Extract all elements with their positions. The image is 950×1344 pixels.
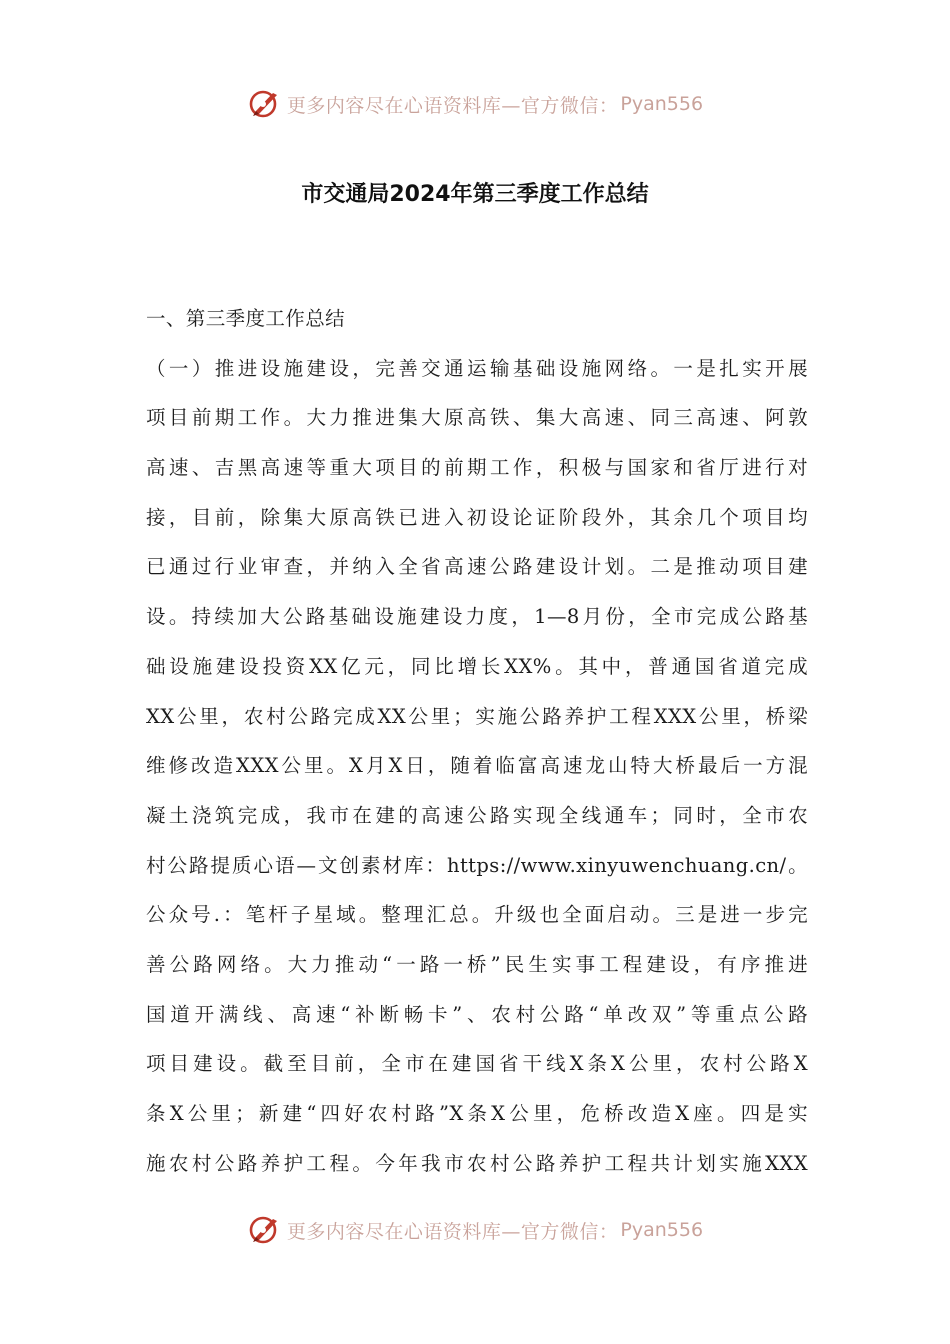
body-line: 高速、吉黑高速等重大项目的前期工作，积极与国家和省厅进行对 [146, 456, 808, 480]
watermark-wechat-id: Pyan556 [620, 93, 704, 115]
body-line: （一）推进设施建设，完善交通运输基础设施网络。一是扎实开展 [146, 356, 808, 380]
section-heading: 一、第三季度工作总结 [146, 307, 346, 330]
body-line: 设。持续加大公路基础设施建设力度，1—8月份，全市完成公路基 [146, 605, 808, 629]
body-line: 项目建设。截至目前，全市在建国省干线X条X公里，农村公路X [146, 1052, 808, 1076]
body-line: 项目前期工作。大力推进集大原高铁、集大高速、同三高速、阿敦 [146, 406, 808, 430]
body-line: 国道开满线、高速“补断畅卡”、农村公路“单改双”等重点公路 [146, 1002, 808, 1026]
document-title: 市交通局2024年第三季度工作总结 [301, 182, 649, 207]
body-line: 施农村公路养护工程。今年我市农村公路养护工程共计划实施XXX [146, 1151, 808, 1175]
watermark-wechat-id: Pyan556 [620, 1219, 704, 1241]
pen-logo-icon [247, 86, 283, 122]
body-line: 善公路网络。大力推动“一路一桥”民生实事工程建设，有序推进 [146, 952, 808, 976]
body-line: 公众号.：笔杆子星域。整理汇总。升级也全面启动。三是进一步完 [146, 903, 808, 927]
pen-logo-icon [247, 1212, 283, 1248]
body-line: 条X公里；新建“四好农村路”X条X公里，危桥改造X座。四是实 [146, 1102, 808, 1125]
watermark-text: 更多内容尽在心语资料库—官方微信： [286, 94, 619, 117]
body-line: 维修改造XXX公里。X月X日，随着临富高速龙山特大桥最后一方混 [146, 754, 808, 778]
watermark-text: 更多内容尽在心语资料库—官方微信： [286, 1220, 619, 1243]
document-body [146, 294, 808, 1188]
body-line: 凝土浇筑完成，我市在建的高速公路实现全线通车；同时，全市农 [146, 803, 808, 827]
body-line: XX公里，农村公路完成XX公里；实施公路养护工程XXX公里，桥梁 [146, 704, 808, 728]
body-line: 接，目前，除集大原高铁已进入初设论证阶段外，其余几个项目均 [146, 505, 808, 529]
header-watermark [0, 84, 950, 124]
footer-watermark [0, 1210, 950, 1250]
body-line: 已通过行业审查，并纳入全省高速公路建设计划。二是推动项目建 [146, 555, 808, 579]
body-line: 础设施建设投资XX亿元，同比增长XX%。其中，普通国省道完成 [146, 654, 808, 678]
body-line: 村公路提质心语—文创素材库：https://www.xinyuwenchuang.cn/。 [146, 853, 808, 877]
